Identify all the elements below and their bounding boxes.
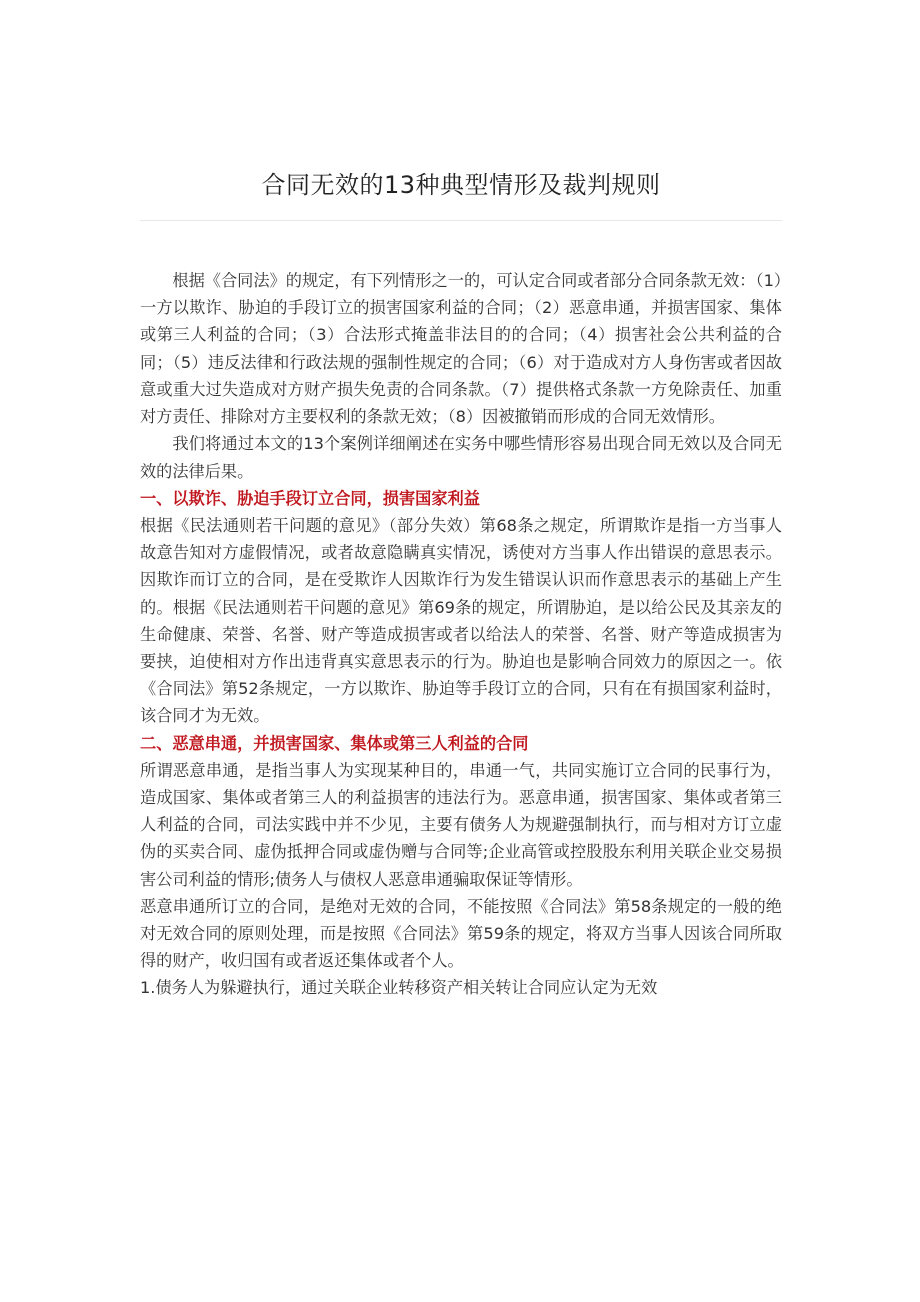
section-heading-2: 二、恶意串通，并损害国家、集体或第三人利益的合同 [140, 733, 529, 753]
section-2-paragraph-2: 恶意串通所订立的合同，是绝对无效的合同，不能按照《合同法》第58条规定的一般的绝对无效合同的原则处理，而是按照《合同法》第59条的规定，将双方当事人因该合同所取得的财产，收归国有或者返还集体或者个人。 [140, 896, 782, 971]
section-heading-1: 一、以欺诈、胁迫手段订立合同，损害国家利益 [140, 488, 480, 508]
title-divider [140, 220, 782, 221]
intro-paragraph: 根据《合同法》的规定，有下列情形之一的，可认定合同或者部分合同条款无效：（1）一方以欺诈、胁迫的手段订立的损害国家利益的合同；（2）恶意串通，并损害国家、集体或第三人利益的合同；（3）合法形式掩盖非法目的的合同；（4）损害社会公共利益的合同；（5）违反法律和行政法规的强制性规定的合同；（6）对于造成对方人身伤害或者因故意或重大过失造成对方财产损失免责的合同条款。（7）提供格式条款一方免除责任、加重对方责任、排除对方主要权利的条款无效；（8）因被撤销而形成的合同无效情形。 [140, 271, 782, 427]
document-title: 合同无效的13种典型情形及裁判规则 [261, 171, 661, 199]
section-2-paragraph-1: 所谓恶意串通，是指当事人为实现某种目的，串通一气，共同实施订立合同的民事行为，造成国家、集体或者第三人的利益损害的违法行为。恶意串通，损害国家、集体或者第三人利益的合同，司法实践中并不少见，主要有债务人为规避强制执行，而与相对方订立虚伪的买卖合同、虚伪抵押合同或虚伪赠与合同等;企业高管或控股股东利用关联企业交易损害公司利益的情形;债务人与债权人恶意串通骗取保证等情形。 [140, 760, 782, 889]
document-body [140, 267, 782, 1001]
subsection-heading-1: 1.债务人为躲避执行，通过关联企业转移资产相关转让合同应认定为无效 [140, 978, 658, 998]
document-page [140, 0, 782, 1002]
section-1-paragraph: 根据《民法通则若干问题的意见》（部分失效）第68条之规定，所谓欺诈是指一方当事人故意告知对方虚假情况，或者故意隐瞒真实情况，诱使对方当事人作出错误的意思表示。因欺诈而订立的合同，是在受欺诈人因欺诈行为发生错误认识而作意思表示的基础上产生的。根据《民法通则若干问题的意见》第69条的规定，所谓胁迫，是以给公民及其亲友的生命健康、荣誉、名誉、财产等造成损害或者以给法人的荣誉、名誉、财产等造成损害为要挟，迫使相对方作出违背真实意思表示的行为。胁迫也是影响合同效力的原因之一。依《合同法》第52条规定，一方以欺诈、胁迫等手段订立的合同，只有在有损国家利益时，该合同才为无效。 [140, 515, 782, 726]
overview-paragraph: 我们将通过本文的13个案例详细阐述在实务中哪些情形容易出现合同无效以及合同无效的法律后果。 [140, 434, 782, 481]
